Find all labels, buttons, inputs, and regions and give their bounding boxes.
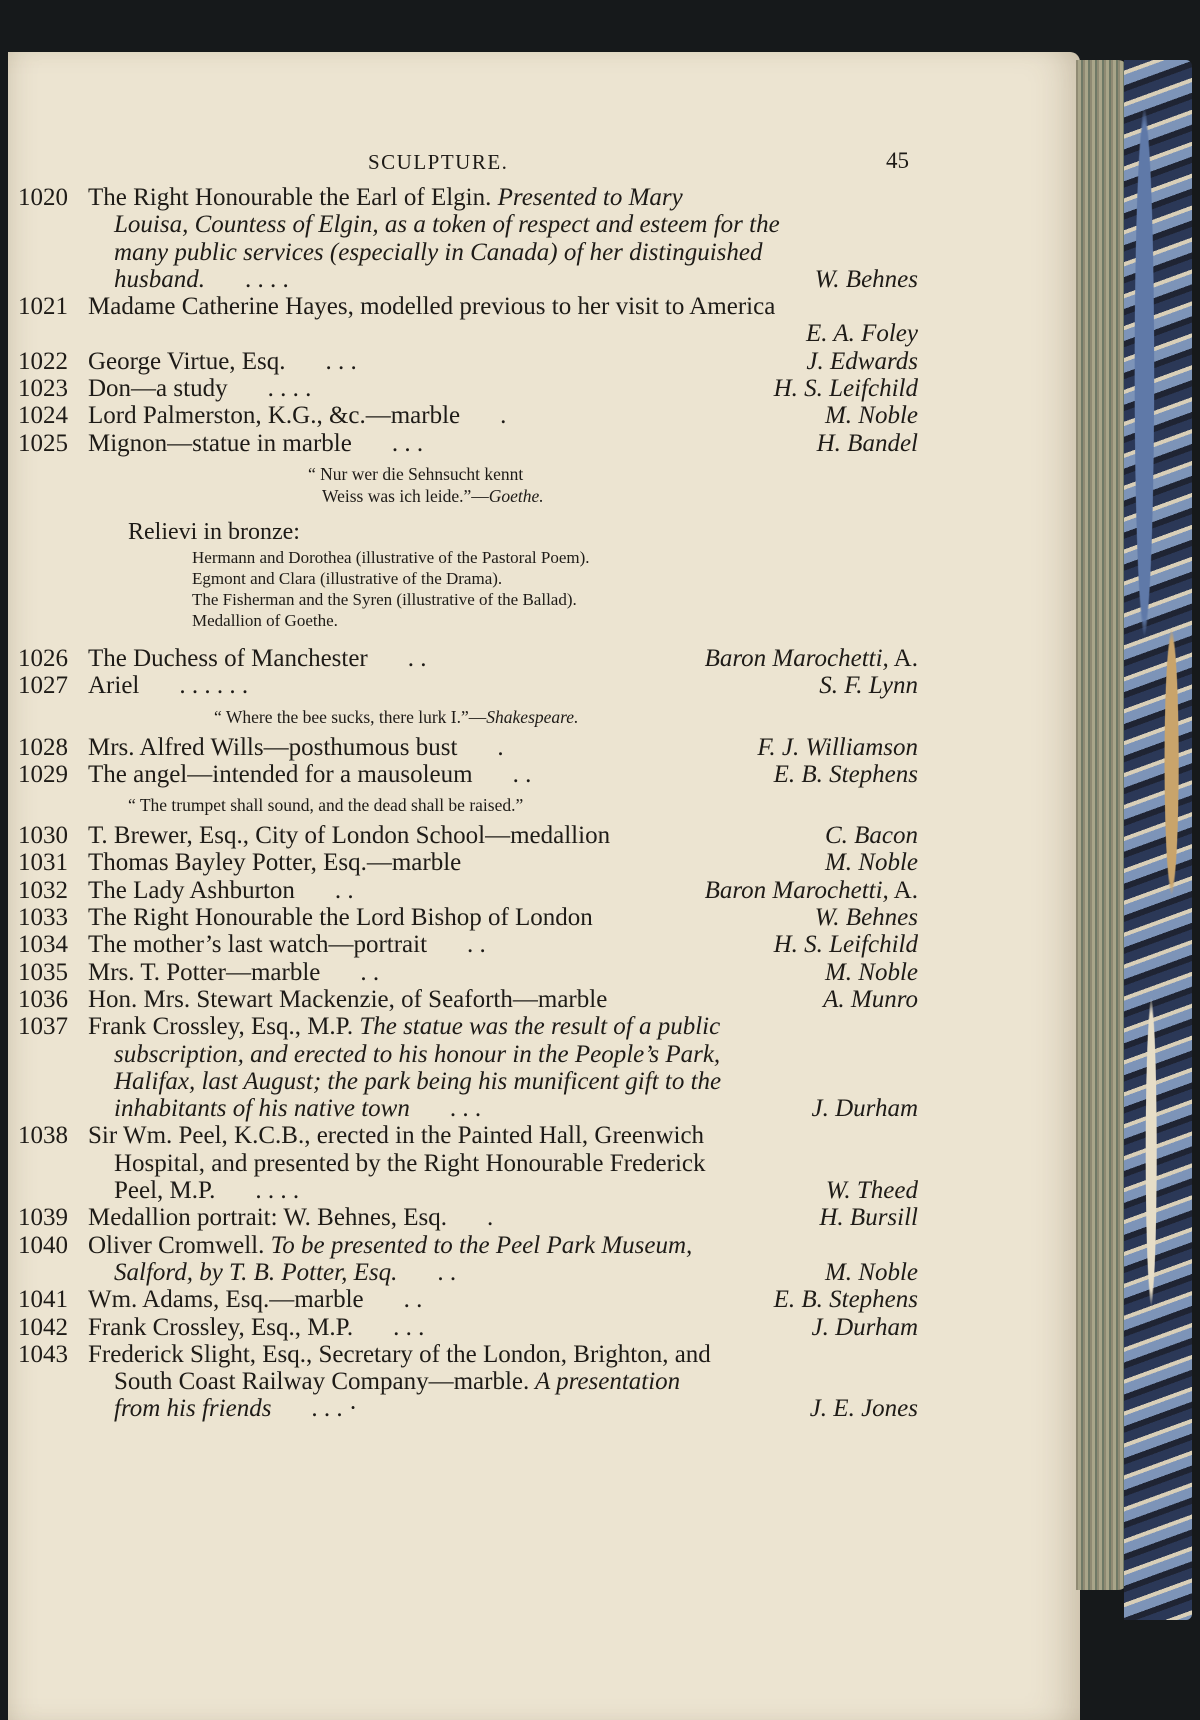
artist-label: W. Theed — [825, 1177, 918, 1205]
artist-name — [825, 822, 918, 849]
entry-note: many public services (especially in Canada) of her distinguished — [114, 238, 763, 266]
entry-title: Frank Crossley, Esq., M.P. — [88, 1013, 354, 1041]
leader-dots: . — [497, 733, 504, 761]
entry-title: Sir Wm. Peel, K.C.B., erected in the Painted Hall, Greenwich — [88, 1122, 705, 1150]
catalogue-line — [18, 1041, 918, 1068]
catalogue-line — [18, 1177, 918, 1204]
artist-label: W. Behnes — [814, 904, 918, 932]
artist-label: Baron Marochetti, — [704, 644, 889, 672]
entry-title: The angel—intended for a mausoleum — [88, 760, 473, 788]
artist-name — [812, 1314, 918, 1341]
catalogue-line — [18, 1204, 918, 1231]
catalogue-line — [18, 645, 918, 672]
catalogue-number: 1035 — [18, 958, 68, 986]
entries-1020-1025 — [18, 184, 918, 457]
artist-label: H. Bursill — [819, 1204, 918, 1232]
goethe-quote — [308, 463, 918, 507]
catalogue-number: 1032 — [18, 876, 68, 904]
entries-1026-1027 — [18, 645, 918, 700]
entry-text — [88, 1013, 720, 1040]
artist-label: S. F. Lynn — [819, 672, 918, 700]
entry-text — [88, 761, 531, 788]
catalogue-number: 1021 — [18, 293, 68, 321]
entry-title: South Coast Railway Company—marble. — [114, 1368, 530, 1396]
catalogue-line — [18, 1341, 918, 1368]
artist-label: E. A. Foley — [806, 320, 918, 348]
entry-note: subscription, and erected to his honour in the People’s Park, — [114, 1040, 721, 1068]
artist-name — [774, 761, 918, 788]
catalogue-number: 1027 — [18, 672, 68, 700]
entry-note: Louisa, Countess of Elgin, as a token of respect and esteem for the — [114, 211, 780, 239]
relievi-list — [192, 547, 918, 631]
entry-text — [88, 645, 427, 672]
catalogue-number: 1030 — [18, 822, 68, 850]
artist-name — [774, 931, 918, 958]
shakespeare-quote: “ Where the bee sucks, there lurk I.”—Shakespeare. — [214, 706, 579, 727]
artist-name — [757, 734, 918, 761]
page-content — [18, 150, 918, 1423]
artist-label: Baron Marochetti, — [704, 876, 889, 904]
catalogue-number: 1036 — [18, 985, 68, 1013]
leader-dots: . — [486, 1204, 494, 1232]
artist-name — [826, 1177, 918, 1204]
entry-note: A presentation — [529, 1368, 681, 1396]
leader-dots: . . . — [391, 429, 424, 457]
leader-dots: . . — [403, 1286, 423, 1314]
catalogue-line — [18, 986, 918, 1013]
artist-name — [806, 348, 918, 375]
catalogue-line — [18, 761, 918, 788]
entry-title: The Duchess of Manchester — [88, 644, 368, 672]
entry-text — [88, 375, 311, 402]
running-head — [18, 150, 918, 184]
entries-1028-1029 — [18, 734, 918, 789]
catalogue-number: 1041 — [18, 1286, 68, 1314]
artist-label: C. Bacon — [824, 822, 918, 850]
catalogue-line — [18, 1286, 918, 1313]
relievi-heading: Relievi in bronze: — [128, 518, 300, 545]
entry-text — [88, 877, 354, 904]
artist-name — [819, 672, 918, 699]
entry-title: Frederick Slight, Esq., Secretary of the London, Brighton, and — [88, 1340, 711, 1368]
leader-dots: . . . . . . — [179, 672, 249, 700]
entry-text — [114, 239, 763, 266]
catalogue-line — [18, 822, 918, 849]
leader-dots: . . . . — [267, 375, 312, 403]
catalogue-line — [18, 375, 918, 402]
leader-dots: . . — [334, 876, 354, 904]
artist-label: E. B. Stephens — [773, 1286, 918, 1314]
entry-title: Hon. Mrs. Stewart Mackenzie, of Seaforth—marble — [88, 985, 608, 1013]
entry-text — [88, 849, 461, 876]
leader-dots: . . . — [325, 347, 357, 375]
entry-title: Mrs. T. Potter—marble — [88, 958, 321, 986]
entry-text — [88, 1232, 692, 1259]
catalogue-number: 1039 — [18, 1204, 68, 1232]
artist-label: J. Edwards — [806, 347, 918, 375]
artist-name — [774, 375, 918, 402]
entry-text — [88, 672, 248, 699]
catalogue-number: 1031 — [18, 849, 68, 877]
leader-dots: . . . · — [311, 1395, 358, 1423]
entry-note: To be presented to the Peel Park Museum, — [264, 1231, 693, 1259]
marbled-cover — [1124, 60, 1192, 1620]
entry-note: Salford, by T. B. Potter, Esq. — [114, 1258, 398, 1286]
catalogue-line — [18, 402, 918, 429]
entry-text — [88, 959, 379, 986]
artist-name — [815, 904, 918, 931]
artist-suffix: A. — [888, 876, 918, 904]
catalogue-line — [18, 1314, 918, 1341]
catalogue-number: 1033 — [18, 904, 68, 932]
leader-dots: . . — [437, 1258, 457, 1286]
entry-text — [114, 1041, 720, 1068]
catalogue-line — [18, 734, 918, 761]
entry-text — [88, 1341, 711, 1368]
catalogue-line — [18, 1095, 918, 1122]
entry-text — [88, 931, 486, 958]
entry-text — [88, 293, 775, 320]
catalogue-line — [18, 184, 918, 211]
artist-name — [825, 849, 918, 876]
catalogue-line — [18, 1068, 918, 1095]
artist-label: H. Bandel — [816, 429, 918, 457]
entry-note: Presented to Mary — [491, 184, 683, 211]
entry-text — [114, 1368, 680, 1395]
catalogue-line — [18, 266, 918, 293]
entry-title: Medallion portrait: W. Behnes, Esq. — [88, 1204, 447, 1232]
catalogue-line — [18, 1232, 918, 1259]
entry-text — [88, 986, 607, 1013]
artist-label: F. J. Williamson — [757, 733, 918, 761]
entry-text — [88, 402, 506, 429]
entry-title: Frank Crossley, Esq., M.P. — [88, 1313, 354, 1341]
artist-label: M. Noble — [824, 1258, 918, 1286]
catalogue-number: 1038 — [18, 1122, 68, 1150]
entry-note: Halifax, last August; the park being his munificent gift to the — [114, 1067, 722, 1095]
catalogue-line — [18, 877, 918, 904]
entry-text — [88, 348, 357, 375]
artist-label: J. E. Jones — [809, 1395, 918, 1423]
catalogue-line — [18, 931, 918, 958]
entry-text — [88, 734, 504, 761]
artist-name — [812, 1095, 918, 1122]
artist-name — [774, 1286, 918, 1313]
quote-attribution: Goethe. — [488, 485, 544, 506]
catalogue-line — [18, 904, 918, 931]
artist-name — [815, 266, 918, 293]
artist-name — [825, 959, 918, 986]
leader-dots: . . . . — [255, 1177, 300, 1205]
artist-label: J. Durham — [811, 1313, 918, 1341]
catalogue-number: 1029 — [18, 760, 68, 788]
catalogue-line — [18, 320, 918, 347]
entry-title: Lord Palmerston, K.G., &c.—marble — [88, 402, 461, 430]
artist-name — [810, 1395, 918, 1422]
catalogue-number: 1042 — [18, 1313, 68, 1341]
entry-text — [114, 1068, 721, 1095]
catalogue-line — [18, 672, 918, 699]
artist-suffix: A. — [888, 644, 918, 672]
catalogue-number: 1022 — [18, 347, 68, 375]
page-edges — [1076, 60, 1128, 1590]
entry-title: The Right Honourable the Earl of Elgin. — [88, 184, 492, 211]
catalogue-line — [18, 211, 918, 238]
entry-title: Thomas Bayley Potter, Esq.—marble — [88, 849, 462, 877]
catalogue-number: 1040 — [18, 1231, 68, 1259]
entry-title: The Lady Ashburton — [88, 876, 295, 904]
entry-text — [88, 1314, 424, 1341]
entry-title: Ariel — [88, 672, 140, 700]
relievi-item: The Fisherman and the Syren (illustrative of the Ballad). — [192, 589, 577, 609]
catalogue-number: 1025 — [18, 429, 68, 457]
catalogue-number: 1028 — [18, 733, 68, 761]
artist-name — [823, 986, 918, 1013]
entry-text — [88, 430, 423, 457]
entry-title: T. Brewer, Esq., City of London School—medallion — [88, 822, 611, 850]
leader-dots: . . — [360, 958, 380, 986]
artist-label: A. Munro — [823, 985, 918, 1013]
catalogue-line — [18, 1013, 918, 1040]
catalogue-number: 1043 — [18, 1340, 68, 1368]
entry-text — [114, 1259, 456, 1286]
quote-attribution: Shakespeare. — [486, 706, 579, 727]
entry-text — [88, 822, 610, 849]
artist-label: H. S. Leifchild — [773, 375, 918, 403]
entry-title: Don—a study — [88, 375, 228, 403]
page-number: 45 — [886, 148, 909, 173]
trumpet-quote: “ The trumpet shall sound, and the dead shall be raised.” — [128, 795, 524, 816]
entry-title: George Virtue, Esq. — [88, 347, 286, 375]
catalogue-line — [18, 1259, 918, 1286]
catalogue-number: 1026 — [18, 644, 68, 672]
catalogue-line — [18, 1395, 918, 1422]
leader-dots: . . — [407, 644, 427, 672]
artist-label: M. Noble — [824, 849, 918, 877]
entry-text — [114, 1177, 299, 1204]
entry-title: The mother’s last watch—portrait — [88, 931, 428, 959]
catalogue-number: 1020 — [18, 184, 68, 211]
entry-title: Madame Catherine Hayes, modelled previous to her visit to America — [88, 293, 776, 321]
artist-label: H. S. Leifchild — [773, 931, 918, 959]
catalogue-line — [18, 1122, 918, 1149]
page-title: SCULPTURE. — [368, 150, 509, 174]
artist-label: M. Noble — [824, 402, 918, 430]
leader-dots: . — [500, 402, 507, 430]
entries-1030-1043 — [18, 822, 918, 1423]
leader-dots: . . . — [449, 1095, 482, 1123]
catalogue-number: 1023 — [18, 375, 68, 403]
relievi-item: Egmont and Clara (illustrative of the Drama). — [192, 568, 503, 588]
entry-text — [114, 211, 780, 238]
catalogue-number: 1024 — [18, 402, 68, 430]
entry-title: Mrs. Alfred Wills—posthumous bust — [88, 733, 458, 761]
entry-note: inhabitants of his native town — [114, 1095, 410, 1123]
entry-text — [114, 266, 289, 293]
entry-note: The statue was the result of a public — [353, 1013, 721, 1041]
relievi-item: Hermann and Dorothea (illustrative of the Pastoral Poem). — [192, 547, 590, 567]
artist-name — [825, 402, 918, 429]
entry-title: Wm. Adams, Esq.—marble — [88, 1286, 364, 1314]
entry-text — [88, 1204, 493, 1231]
leader-dots: . . . . — [244, 265, 289, 293]
catalogue-line — [18, 239, 918, 266]
artist-name — [825, 1259, 918, 1286]
entry-text — [88, 184, 683, 211]
catalogue-line — [18, 1368, 918, 1395]
entry-title: The Right Honourable the Lord Bishop of London — [88, 904, 593, 932]
catalogue-line — [18, 959, 918, 986]
entry-title: Oliver Cromwell. — [88, 1231, 265, 1259]
artist-label: J. Durham — [811, 1095, 918, 1123]
entry-note: husband. — [114, 265, 205, 293]
quote-line: Weiss was ich leide.”—Goethe. — [322, 485, 544, 506]
catalogue-line — [18, 1150, 918, 1177]
artist-label: E. B. Stephens — [773, 760, 918, 788]
entry-title: Mignon—statue in marble — [88, 429, 352, 457]
entry-text — [88, 1286, 422, 1313]
quote-line: “ Nur wer die Sehnsucht kennt — [308, 463, 524, 484]
catalogue-number: 1034 — [18, 931, 68, 959]
catalogue-line — [18, 348, 918, 375]
entry-text — [88, 904, 593, 931]
leader-dots: . . — [512, 760, 532, 788]
leader-dots: . . . — [393, 1313, 425, 1341]
artist-name — [806, 320, 918, 347]
relievi-item: Medallion of Goethe. — [192, 610, 338, 630]
catalogue-number: 1037 — [18, 1013, 68, 1041]
artist-label: M. Noble — [824, 958, 918, 986]
entry-text — [114, 1150, 706, 1177]
entry-text — [114, 1095, 481, 1122]
leader-dots: . . — [467, 931, 486, 959]
entry-text — [88, 1122, 704, 1149]
artist-label: W. Behnes — [814, 265, 918, 293]
entry-title: Peel, M.P. — [114, 1177, 216, 1205]
entry-text — [114, 1395, 357, 1422]
artist-name — [817, 430, 918, 457]
catalogue-line — [18, 849, 918, 876]
catalogue-line — [18, 430, 918, 457]
entry-title: Hospital, and presented by the Right Honourable Frederick — [114, 1149, 706, 1177]
entry-note: from his friends — [114, 1395, 272, 1423]
artist-name — [819, 1204, 918, 1231]
artist-name — [705, 645, 918, 672]
catalogue-line — [18, 293, 918, 320]
artist-name — [705, 877, 918, 904]
